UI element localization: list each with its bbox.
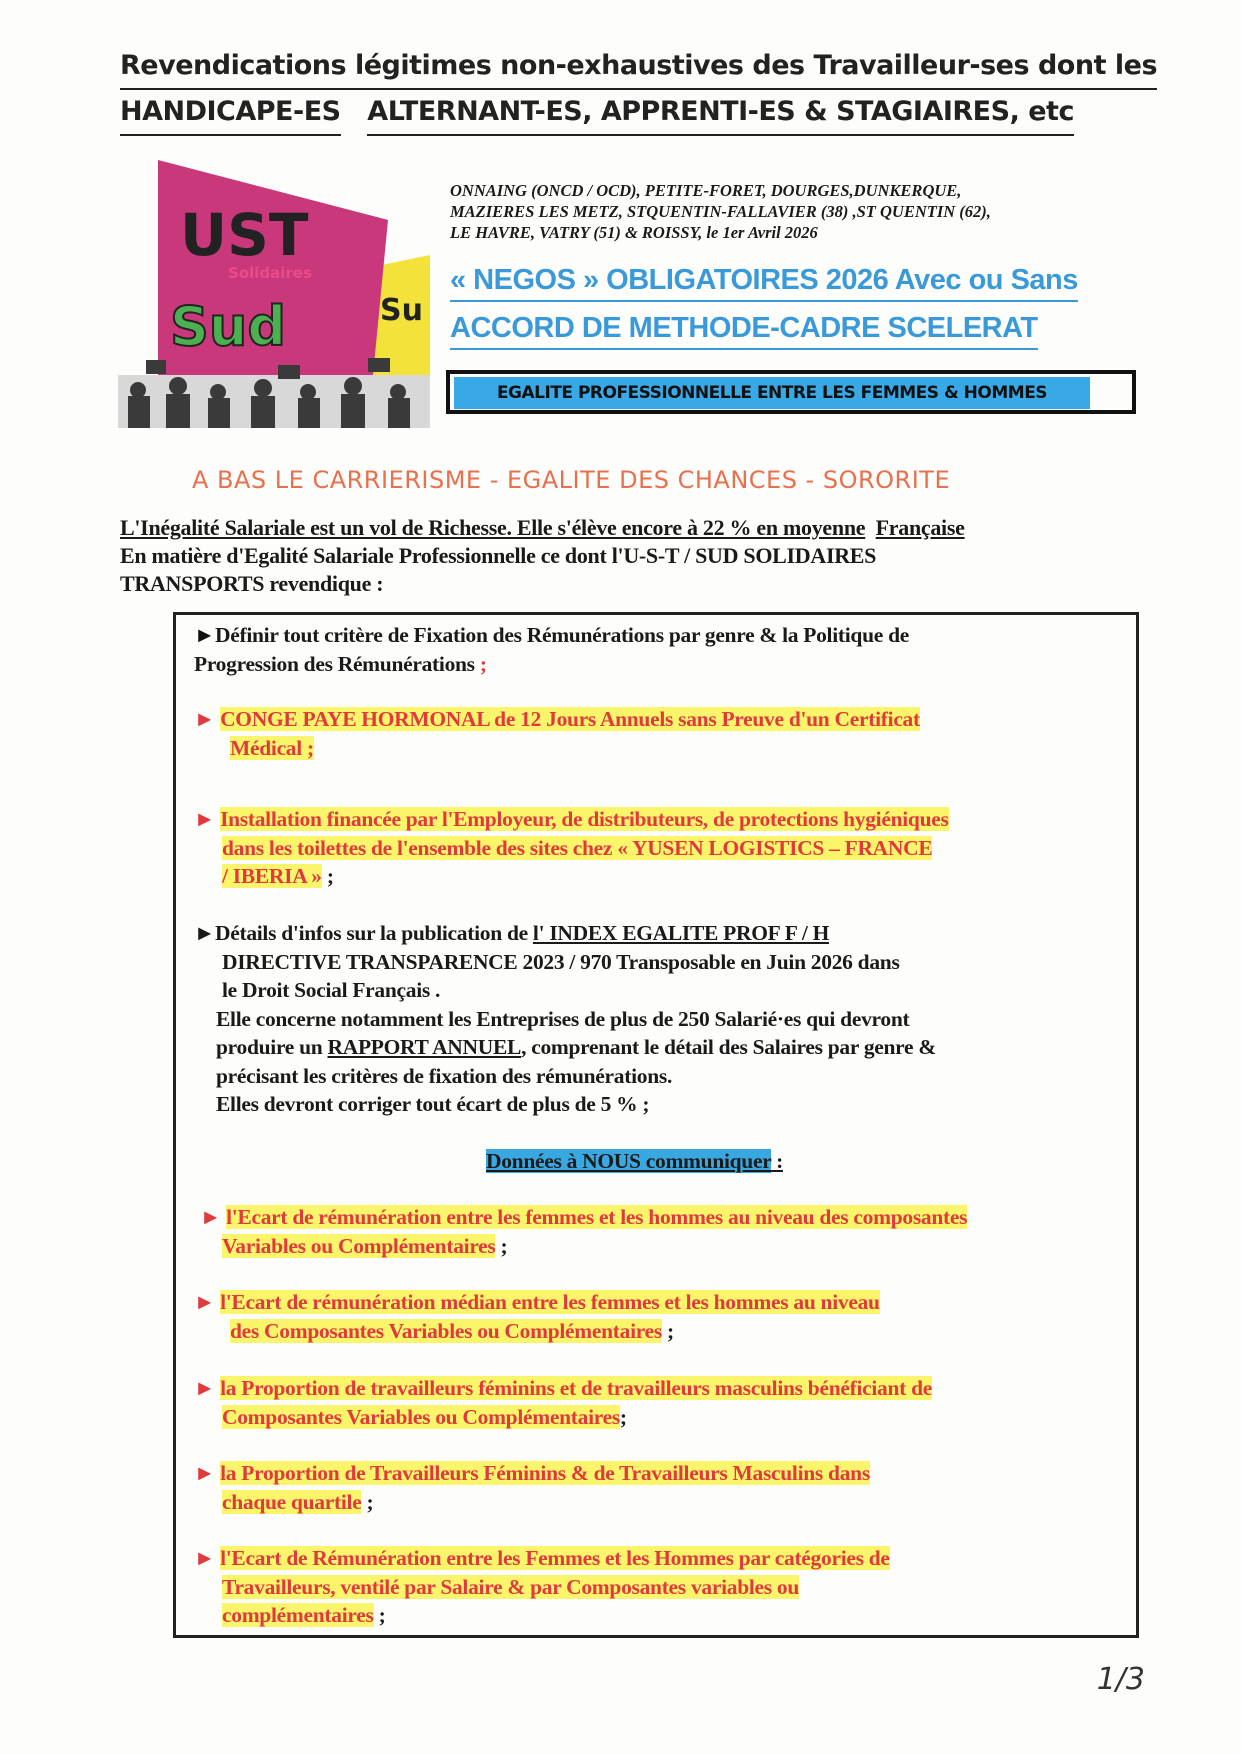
slogan: A BAS LE CARRIERISME - EGALITE DES CHANCES - SORORITE bbox=[192, 466, 951, 494]
topic-banner-label: EGALITE PROFESSIONNELLE ENTRE LES FEMMES & HOMMES bbox=[454, 377, 1090, 409]
logo-text-ust: UST bbox=[180, 201, 309, 269]
union-logo-flags bbox=[118, 160, 430, 428]
logo-text-solidaires: Solidaires bbox=[228, 264, 312, 282]
headline-2: ACCORD DE METHODE-CADRE SCELERAT bbox=[450, 310, 1038, 350]
intro-line-3: TRANSPORTS revendique : bbox=[120, 571, 384, 596]
intro-text bbox=[120, 514, 1230, 598]
data-to-communicate-heading: Données à NOUS communiquer : bbox=[486, 1149, 784, 1173]
data-item-4: ► la Proportion de Travailleurs Féminins & de Travailleurs Masculins dans chaque quartile ; bbox=[194, 1461, 870, 1514]
intro-line-1b: Française bbox=[875, 515, 965, 540]
demand-item-1: ►Définir tout critère de Fixation des Rémunérations par genre & la Politique de Progression des Rémunérations ; bbox=[194, 623, 909, 676]
data-item-3: ► la Proportion de travailleurs féminins et de travailleurs masculins bénéficiant de Composantes Variables ou Complémentaires; bbox=[194, 1376, 932, 1429]
title-line-2b: ALTERNANT-ES, APPRENTI-ES & STAGIAIRES, etc bbox=[367, 90, 1074, 136]
data-item-1: ► l'Ecart de rémunération entre les femmes et les hommes au niveau des composantes Variables ou Complémentaires ; bbox=[200, 1205, 968, 1258]
logo-text-sud: Sud bbox=[170, 295, 286, 358]
title-line-2a: HANDICAPE-ES bbox=[120, 90, 341, 136]
page-number: 1/3 bbox=[1096, 1662, 1145, 1697]
topic-banner bbox=[446, 370, 1136, 414]
headline-1: « NEGOS » OBLIGATOIRES 2026 Avec ou Sans bbox=[450, 262, 1078, 302]
data-item-5: ► l'Ecart de Rémunération entre les Femmes et les Hommes par catégories de Travailleurs, ventilé par Salaire & par Composantes variables ou complémentaires ; bbox=[194, 1546, 890, 1627]
logo-text-su: Su bbox=[380, 293, 423, 328]
intro-line-1: L'Inégalité Salariale est un vol de Richesse. Elle s'élève encore à 22 % en moyenne bbox=[120, 515, 866, 540]
places-line-2: MAZIERES LES METZ, STQUENTIN-FALLAVIER (38) ,ST QUENTIN (62), bbox=[450, 202, 991, 221]
title-line-1: Revendications légitimes non-exhaustives des Travailleur-ses dont les bbox=[120, 44, 1157, 90]
demands-box bbox=[173, 612, 1139, 1638]
places-line-3: LE HAVRE, VATRY (51) & ROISSY, le 1er Avril 2026 bbox=[450, 223, 818, 242]
places-line-1: ONNAING (ONCD / OCD), PETITE-FORET, DOURGES,DUNKERQUE, bbox=[450, 181, 962, 200]
demand-item-4: ►Détails d'infos sur la publication de l' INDEX EGALITE PROF F / H DIRECTIVE TRANSPARENCE 2023 / 970 Transposable en Juin 2026 dans le Droit Social Français . Elle concerne notamment les Entreprises de plus de 250 Salarié·es qui devront produire un RAPPORT ANNUEL, comprenant le détail des Salaires par genre & précisant les critères de fixation des rémunérations. Elles devront corriger tout écart de plus de 5 % ; bbox=[194, 921, 936, 1116]
locations-and-date bbox=[450, 180, 991, 243]
data-item-2: ► l'Ecart de rémunération médian entre les femmes et les hommes au niveau des Composantes Variables ou Complémentaires ; bbox=[194, 1290, 880, 1343]
demand-item-2: ► CONGE PAYE HORMONAL de 12 Jours Annuels sans Preuve d'un Certificat Médical ; bbox=[194, 707, 920, 760]
demand-item-3: ► Installation financée par l'Employeur, de distributeurs, de protections hygiéniques dans les toilettes de l'ensemble des sites chez « YUSEN LOGISTICS – FRANCE / IBERIA » ; bbox=[194, 807, 949, 888]
intro-line-2: En matière d'Egalité Salariale Professionnelle ce dont l'U-S-T / SUD SOLIDAIRES bbox=[120, 543, 877, 568]
document-title bbox=[120, 44, 1157, 136]
